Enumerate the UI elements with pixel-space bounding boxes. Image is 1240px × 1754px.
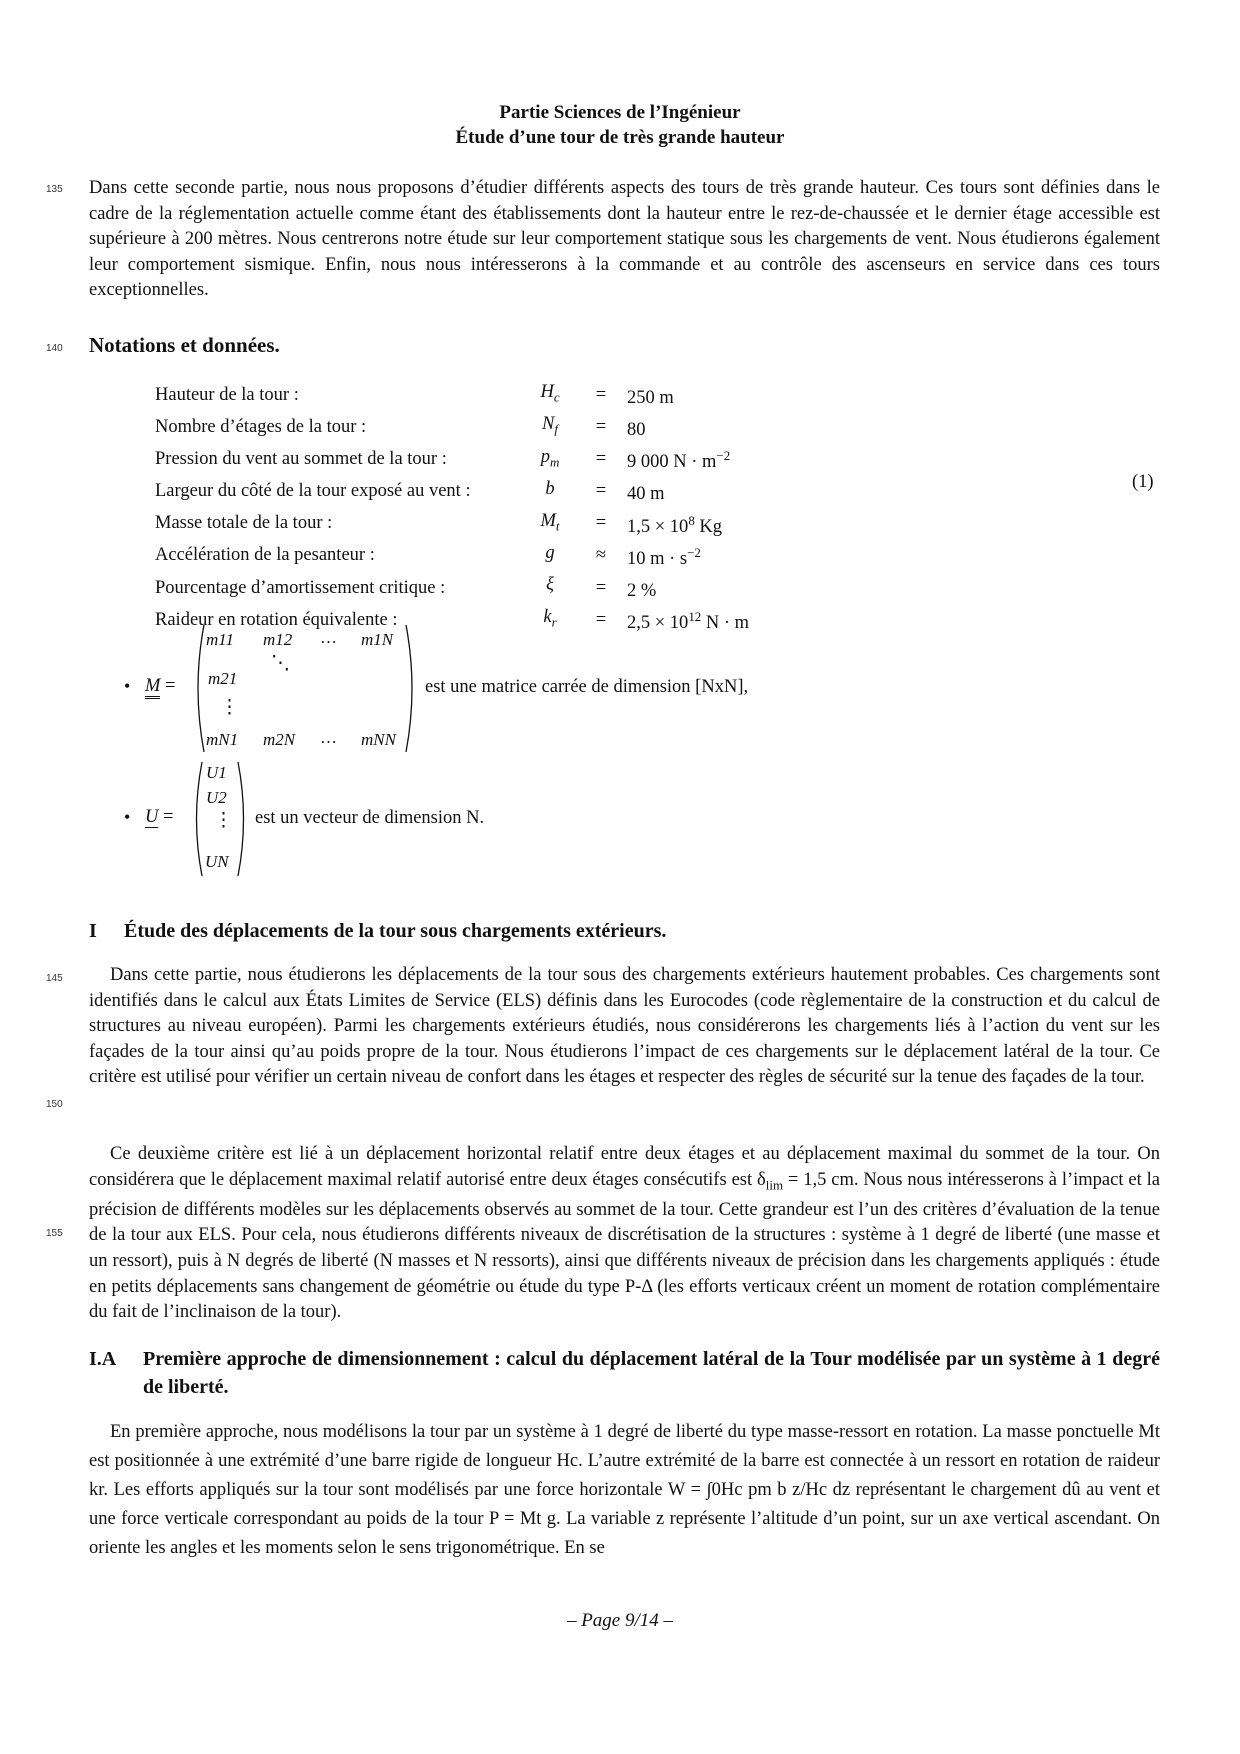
notation-value: 2 % <box>627 581 657 602</box>
notation-relation: = <box>595 481 607 502</box>
section-ia-paragraph <box>89 1418 1160 1563</box>
notation-row <box>155 475 827 507</box>
notation-symbol: b <box>545 478 555 499</box>
line-number: 145 <box>46 973 63 984</box>
notation-symbol: $k_r$ <box>543 607 557 631</box>
notation-value: 40 m <box>627 484 665 505</box>
notation-relation: = <box>595 448 607 469</box>
notation-relation: = <box>595 609 607 630</box>
vector-u-description: est un vecteur de dimension N. <box>255 808 485 828</box>
notation-symbol: g <box>545 543 555 564</box>
notation-label: Accélération de la pesanteur : <box>155 545 375 566</box>
header-subtitle: Étude d’une tour de très grande hauteur <box>455 127 785 148</box>
notation-relation: = <box>595 513 607 534</box>
notation-symbol: $H_c$ <box>540 382 560 405</box>
matrix-m-name: M <box>145 676 160 699</box>
vector-u-name: U <box>145 807 159 827</box>
notation-symbol: $M_t$ <box>540 510 560 534</box>
vector-u-equals: = <box>163 807 174 827</box>
matrix-entry: mN1 <box>206 730 239 749</box>
vector-u <box>190 759 250 879</box>
section-i-text-2b: = 1,5 cm. Nous nous intéresserons à l’impact et la précision de différents modèles sur les déplacements observés au sommet de la tour. Cette grandeur est l’un des critères d’évaluation de la tenue de la tour aux ELS. Pour cela, nous étudierons différents niveaux de discrétisation de la structures : système à 1 degré de liberté (une masse et un ressort), puis à N degrés de liberté (N masses et N ressorts), ainsi que différents niveaux de précision dans les chargements appliqués : étude en petits déplacements sans changement de géométrie ou étude du type P-Δ (les efforts verticaux créent un moment de rotation complémentaire du fait de l’inclinaison de la tour). <box>89 1169 1160 1323</box>
matrix-entry: m2N <box>263 730 296 749</box>
notation-row <box>155 508 827 540</box>
notation-value: 80 <box>627 420 646 441</box>
notation-value: 250 m <box>627 388 674 409</box>
notations-table <box>155 379 827 636</box>
notation-value: $2,5 \times 10^{12}$ N · m <box>627 609 750 634</box>
notation-symbol: ξ <box>546 575 554 596</box>
line-number: 150 <box>46 1099 63 1110</box>
vector-entry: U2 <box>206 788 227 807</box>
header-title: Partie Sciences de l’Ingénieur <box>499 102 741 123</box>
notation-value: 10 $m \cdot s^{-2}$ <box>627 544 701 569</box>
line-number: 155 <box>46 1228 63 1239</box>
intro-text: Dans cette seconde partie, nous nous proposons d’étudier différents aspects des tours de très grande hauteur. Ces tours sont définies dans le cadre de la réglementation actuelle comme étant des établissements dont la hauteur entre le rez-de-chaussée et le dernier étage accessible est supérieure à 200 mètres. Nous centrerons notre étude sur leur comportement statique sous les chargements de vent. Nous étudierons également leur comportement sismique. Enfin, nous nous intéresserons à la commande et au contrôle des ascenseurs en service dans ces tours exceptionnelles. <box>89 178 1160 301</box>
notation-relation: = <box>595 384 607 405</box>
equation-number: (1) <box>1132 472 1154 492</box>
matrix-entry: m21 <box>208 669 238 688</box>
vector-entry: U1 <box>206 763 227 782</box>
notation-row <box>155 443 827 475</box>
matrix-m <box>190 622 420 755</box>
line-number: 140 <box>46 343 63 354</box>
matrix-m-equals: = <box>165 676 176 696</box>
matrix-entry: … <box>320 628 337 647</box>
notation-relation: = <box>595 416 607 437</box>
notation-value: $1,5 \times 10^8$ Kg <box>627 512 723 537</box>
section-i-number: I <box>89 920 97 942</box>
page-footer: – Page 9/14 – <box>566 1610 674 1631</box>
vector-entry: ⋮ <box>214 810 233 831</box>
section-ia-title: Première approche de dimensionnement : calcul du déplacement latéral de la Tour modélisée par un système à 1 degré de liberté. <box>143 1348 1160 1398</box>
matrix-entry: m12 <box>263 630 293 649</box>
matrix-entry: … <box>320 728 337 747</box>
notation-label: Masse totale de la tour : <box>155 513 333 534</box>
line-number: 135 <box>46 184 63 195</box>
matrix-entry: ⋱ <box>271 653 290 674</box>
bullet: • <box>124 676 131 696</box>
section-i-paragraph-1 <box>89 963 1160 1091</box>
notation-label: Hauteur de la tour : <box>155 384 299 405</box>
notation-value: 9 000 $N \cdot m^{-2}$ <box>627 448 731 473</box>
notation-label: Pression du vent au sommet de la tour : <box>155 448 447 469</box>
matrix-entry: m1N <box>361 630 394 649</box>
notation-row <box>155 411 827 443</box>
delta-subscript: lim <box>765 1177 784 1193</box>
notation-row <box>155 572 827 604</box>
vector-entry: UN <box>205 852 229 871</box>
notation-label: Nombre d’étages de la tour : <box>155 416 367 437</box>
matrix-m-description: est une matrice carrée de dimension [NxN], <box>425 677 749 697</box>
notation-label: Largeur du côté de la tour exposé au vent : <box>155 481 471 502</box>
notation-label: Raideur en rotation équivalente : <box>155 609 398 630</box>
section-i-text-2a: Ce deuxième critère est lié à un déplacement horizontal relatif entre deux étages et au déplacement maximal du sommet de la tour. On considérera que le déplacement maximal relatif autorisé entre deux étages consécutifs est δ <box>89 1144 1160 1190</box>
matrix-entry: m11 <box>206 630 235 649</box>
bullet: • <box>124 807 131 827</box>
notation-symbol: $N_f$ <box>542 414 558 438</box>
section-ia-text: En première approche, nous modélisons la tour par un système à 1 degré de liberté du type masse-ressort en rotation. La masse ponctuelle Mt est positionnée à une extrémité d’une barre rigide de longueur Hc. L’autre extrémité de la barre est connectée à un ressort en rotation de raideur kr. Les efforts appliqués sur la tour sont modélisés par une force horizontale W = ∫0Hc pm b z/Hc dz représentant le chargement dû au vent et une force verticale correspondant au poids de la tour P = Mt g. La variable z représente l’altitude d’un point, sur un axe vertical ascendant. On oriente les angles et les moments selon le sens trigonométrique. En se <box>89 1422 1160 1558</box>
notation-row <box>155 379 827 411</box>
section-i-title: Étude des déplacements de la tour sous chargements extérieurs. <box>124 920 667 942</box>
notation-row <box>155 540 827 572</box>
notation-relation: = <box>595 577 607 598</box>
section-i-text-1: Dans cette partie, nous étudierons les déplacements de la tour sous des chargements extérieurs hautement probables. Ces chargements sont identifiés dans le calcul aux États Limites de Service (ELS) définis dans les Eurocodes (code règlementaire de la construction et du calcul de structures au niveau européen). Parmi les chargements extérieurs étudiés, nous considérerons les chargements liés à l’action du vent sur les façades de la tour ainsi qu’au poids propre de la tour. Nous étudierons l’impact de ces chargements sur le déplacement latéral de la tour. Ce critère est utilisé pour vérifier un certain niveau de confort dans les étages et respecter des règles de sécurité sur la tenue des façades de la tour. <box>89 965 1160 1088</box>
intro-paragraph <box>89 176 1160 304</box>
section-i-paragraph-2 <box>89 1142 1160 1326</box>
matrix-entry: ⋮ <box>220 697 239 718</box>
notation-symbol: $p_m$ <box>540 446 560 470</box>
notation-relation: ≈ <box>595 545 607 566</box>
notation-label: Pourcentage d’amortissement critique : <box>155 577 446 598</box>
matrix-m-label <box>145 676 175 697</box>
vector-u-label <box>145 807 173 828</box>
notations-heading: Notations et données. <box>89 333 280 357</box>
matrix-entry: mNN <box>361 730 396 749</box>
section-ia-number: I.A <box>89 1348 117 1370</box>
